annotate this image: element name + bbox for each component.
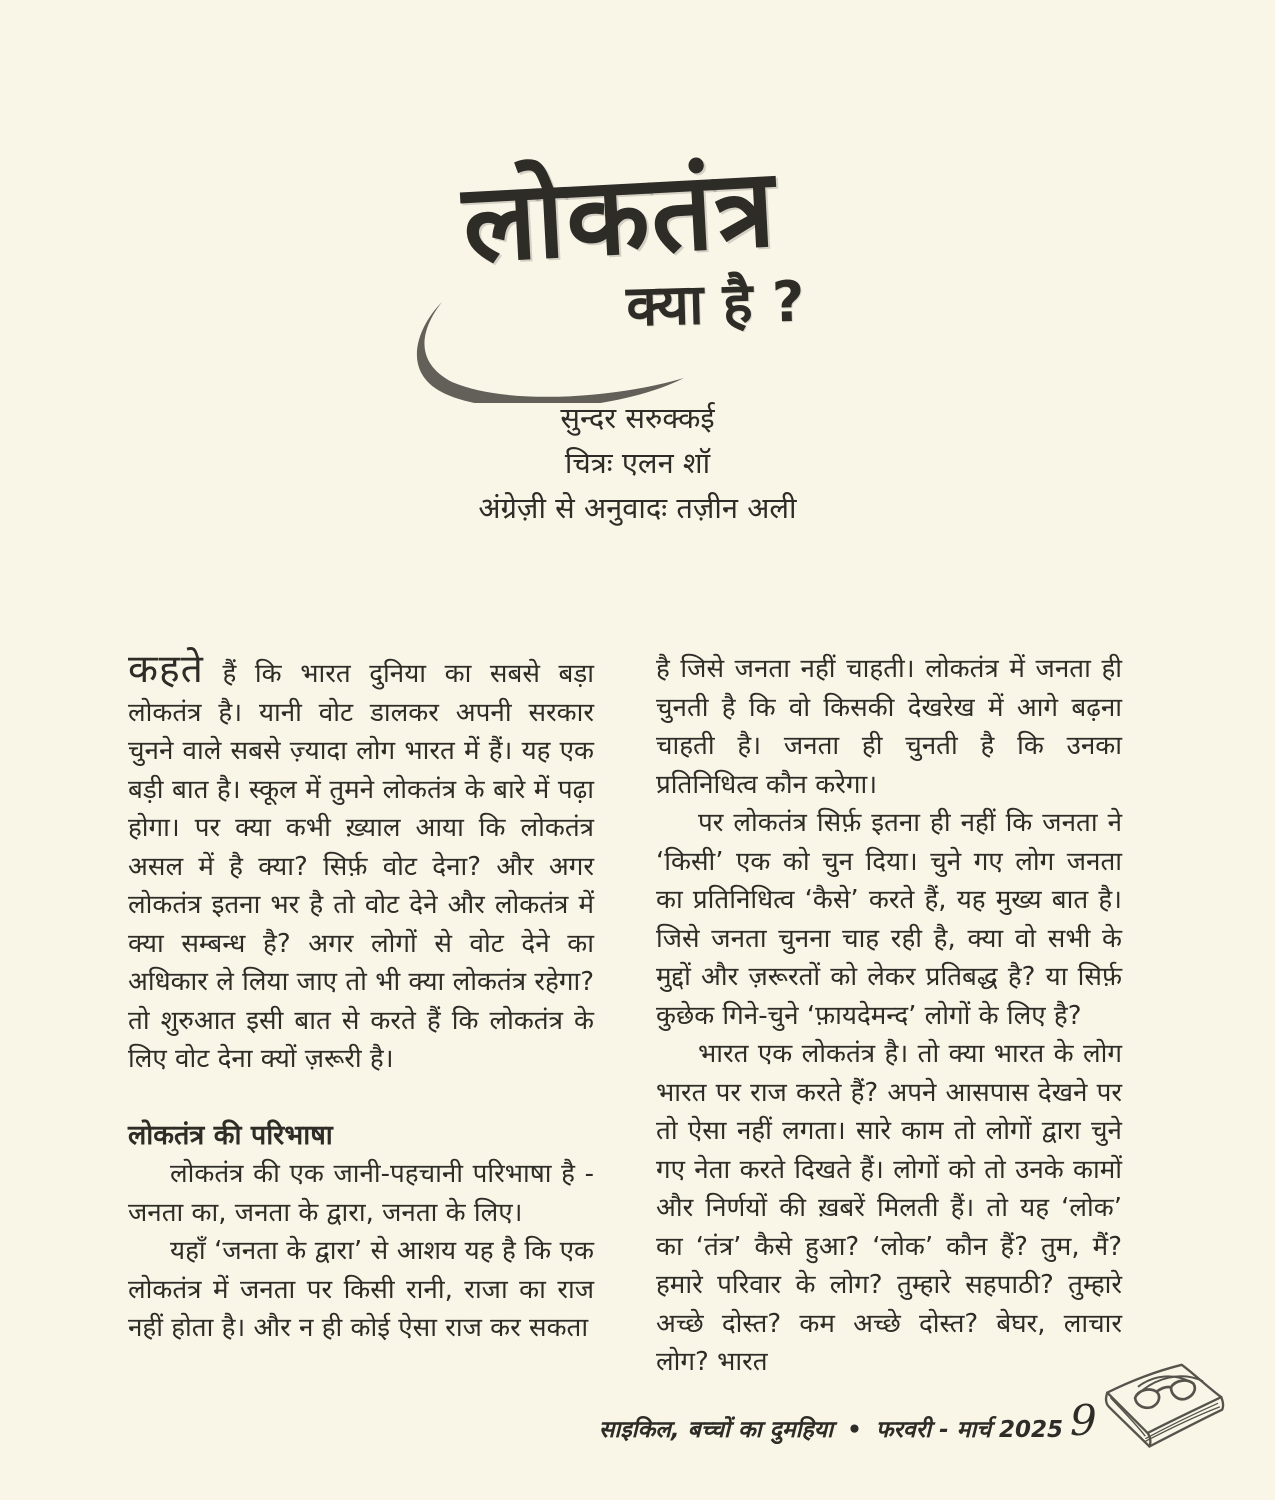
- issue-date: फरवरी - मार्च 2025: [875, 1417, 1063, 1443]
- paragraph-text: हैं कि भारत दुनिया का सबसे बड़ा लोकतंत्र है। यानी वोट डालकर अपनी सरकार चुनने वाले सबसे ज़्यादा लोग भारत में हैं। यह एक बड़ी बात है। स्कूल में तुमने लोकतंत्र के बारे में पढ़ा होगा। पर क्या कभी ख़्याल आया कि लोकतंत्र असल में है क्या? सिर्फ़ वोट देना? और अगर लोकतंत्र इतना भर है तो वोट देने और लोकतंत्र में क्या सम्बन्ध है? अगर लोगों से वोट देने का अधिकार ले लिया जाए तो भी क्या लोकतंत्र रहेगा? तो शुरुआत इसी बात से करते हैं कि लोकतंत्र के लिए वोट देना क्यों ज़रूरी है।: [128, 659, 594, 1074]
- author-credit: सुन्दर सरुक्कई: [560, 401, 715, 435]
- article-title-block: [0, 138, 1275, 341]
- paragraph: भारत एक लोकतंत्र है। तो क्या भारत के लोग भारत पर राज करते हैं? अपने आसपास देखने पर तो ऐसा नहीं लगता। सारे काम तो लोगों द्वारा चुने गए नेता करते दिखते हैं। लोगों को तो उनके कामों और निर्णयों की ख़बरें मिलती हैं। तो यह ‘लोक’ का ‘तंत्र’ कैसे हुआ? ‘लोक’ कौन हैं? तुम, मैं? हमारे परिवार के लोग? तुम्हारे सहपाठी? तुम्हारे अच्छे दोस्त? कम अच्छे दोस्त? बेघर, लाचार लोग? भारत: [656, 1039, 1122, 1377]
- credits-block: [0, 396, 1275, 531]
- article-subtitle: क्या है ?: [625, 269, 806, 339]
- footer-caption: [599, 1412, 1063, 1444]
- lead-word: कहते: [128, 647, 204, 692]
- section-heading: लोकतंत्र की परिभाषा: [128, 1119, 333, 1151]
- paragraph: पर लोकतंत्र सिर्फ़ इतना ही नहीं कि जनता ने ‘किसी’ एक को चुन दिया। चुने गए लोग जनता का प्रतिनिधित्व ‘कैसे’ करते हैं, यह मुख्य बात है। जिसे जनता चुनना चाह रही है, क्या वो सभी के मुद्दों और ज़रूरतों को लेकर प्रतिबद्ध है? या सिर्फ़ कुछेक गिने-चुने ‘फ़ायदेमन्द’ लोगों के लिए है?: [656, 808, 1122, 1031]
- article-title: लोकतंत्र: [459, 145, 780, 288]
- illustrator-credit: चित्रः एलन शॉ: [564, 446, 711, 480]
- page-number: 9: [1070, 1396, 1097, 1445]
- paragraph: लोकतंत्र की एक जानी-पहचानी परिभाषा है - जनता का, जनता के द्वारा, जनता के लिए।: [128, 1159, 594, 1228]
- paragraph: है जिसे जनता नहीं चाहती। लोकतंत्र में जनता ही चुनती है कि वो किसकी देखरेख में आगे बढ़ना चाहती है। जनता ही चुनती है कि उनका प्रतिनिधित्व कौन करेगा।: [656, 654, 1122, 800]
- right-column: [656, 650, 1122, 1382]
- article-body: [128, 647, 1122, 1382]
- footer-separator-dot: •: [847, 1417, 862, 1443]
- paragraph: [128, 647, 594, 1079]
- left-column: [128, 647, 594, 1382]
- magazine-name: साइकिल, बच्चों का दुमहिया: [598, 1417, 834, 1443]
- paragraph: यहाँ ‘जनता के द्वारा’ से आशय यह है कि एक लोकतंत्र में जनता पर किसी रानी, राजा का राज नहीं होता है। और न ही कोई ऐसा राज कर सकता: [128, 1236, 594, 1343]
- book-with-glasses-icon: [1092, 1345, 1267, 1495]
- translator-credit: अंग्रेज़ी से अनुवादः तज़ीन अली: [478, 491, 797, 525]
